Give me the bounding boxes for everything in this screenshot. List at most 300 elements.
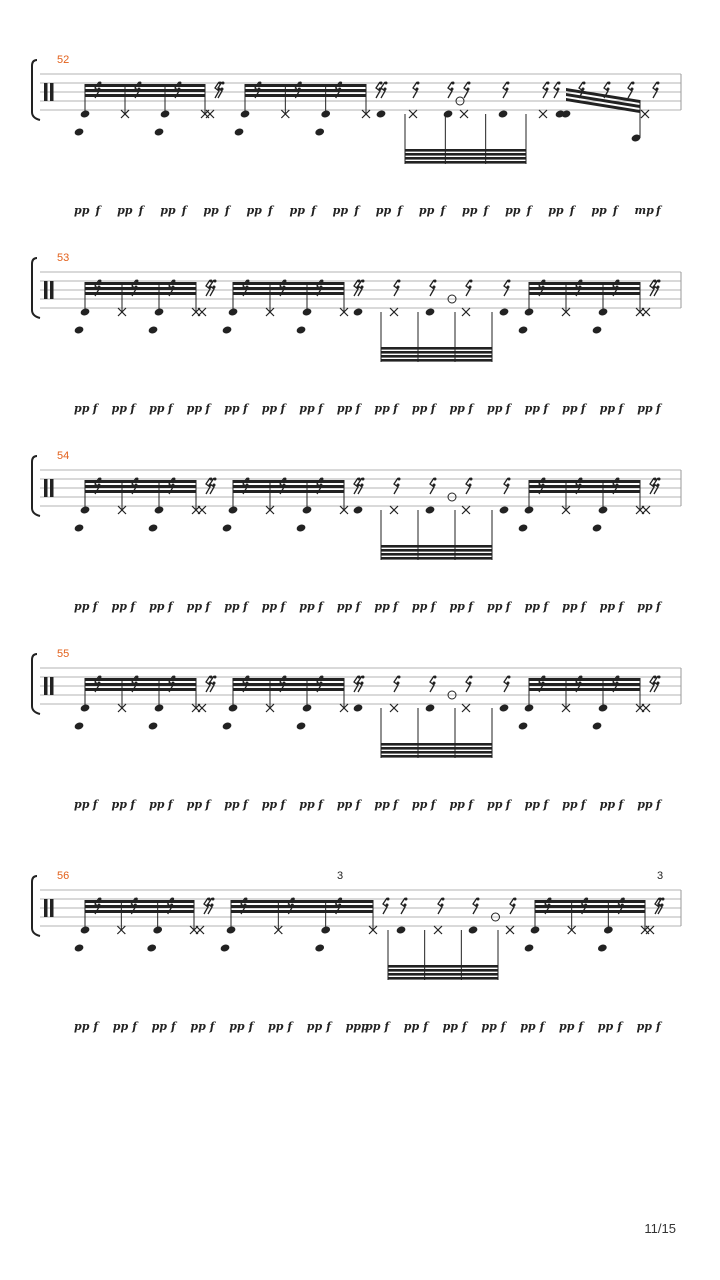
notehead — [80, 109, 91, 118]
dynamic-marking: f — [656, 402, 661, 415]
dynamic-marking: f — [580, 798, 586, 811]
beam — [381, 743, 492, 746]
dynamics-row — [0, 798, 720, 818]
rest-dot — [579, 286, 582, 289]
dynamic-marking: pp — [418, 204, 435, 217]
notehead — [74, 127, 85, 136]
rest-dot — [246, 484, 249, 487]
rest-dot — [172, 484, 175, 487]
system — [0, 252, 720, 432]
beam — [231, 910, 373, 913]
rest-dot — [579, 484, 582, 487]
rest-dot — [508, 676, 511, 679]
dynamic-marking: f — [384, 1020, 390, 1033]
rest-dot — [477, 898, 480, 901]
beam — [405, 149, 526, 152]
rest-dot — [434, 478, 437, 481]
rest-dot — [246, 682, 249, 685]
system-bracket — [32, 876, 40, 936]
beam — [381, 545, 492, 548]
dynamics-row — [0, 1020, 720, 1040]
rest-dot — [508, 478, 511, 481]
rest-dot — [299, 82, 302, 85]
dynamic-marking: pp — [74, 402, 90, 415]
notehead — [425, 307, 436, 316]
dynamic-marking: f — [224, 204, 230, 217]
percussion-clef — [50, 479, 54, 497]
beam — [233, 287, 344, 290]
beam — [381, 755, 492, 758]
notehead — [222, 721, 233, 730]
staff — [0, 252, 720, 382]
rest-dot — [662, 898, 665, 901]
dynamic-marking: f — [468, 600, 473, 613]
percussion-clef — [44, 899, 48, 917]
beam — [529, 480, 640, 483]
dynamic-marking: pp — [524, 798, 540, 811]
rest-dot — [172, 682, 175, 685]
rest-dot — [506, 88, 509, 91]
rest-dot — [658, 478, 661, 481]
rest-dot — [452, 82, 455, 85]
rest-dot — [616, 682, 619, 685]
rest-dot — [98, 88, 101, 91]
beam — [85, 905, 194, 908]
beam — [85, 480, 196, 483]
dynamic-marking: f — [618, 798, 624, 811]
dynamic-marking: f — [656, 798, 661, 811]
beam — [388, 969, 498, 972]
notehead — [234, 127, 245, 136]
rest-dot — [245, 898, 248, 901]
dynamic-marking: pp — [462, 204, 478, 217]
dynamic-marking: f — [505, 798, 511, 811]
dynamic-marking: f — [505, 402, 511, 415]
dynamic-marking: pp — [505, 204, 521, 217]
dynamic-marking: f — [393, 402, 398, 415]
beam — [231, 900, 373, 903]
notehead — [353, 505, 364, 514]
notehead — [154, 505, 165, 514]
dynamic-marking: pp — [268, 1020, 284, 1033]
dynamic-marking: pp — [336, 600, 353, 613]
notehead — [148, 523, 159, 532]
dynamic-marking: f — [483, 204, 489, 217]
dynamic-marking: f — [167, 600, 173, 613]
beam — [85, 282, 196, 285]
rest-dot — [616, 484, 619, 487]
dynamic-marking: f — [311, 204, 316, 217]
notehead — [468, 925, 479, 934]
dynamic-marking: pp — [336, 402, 353, 415]
notehead — [498, 109, 509, 118]
beam — [233, 282, 344, 285]
dynamic-marking: pp — [365, 1020, 381, 1033]
dynamic-marking: pp — [229, 1020, 245, 1033]
beam — [535, 900, 645, 903]
notehead — [598, 307, 609, 316]
beam — [381, 347, 492, 350]
rest-dot — [657, 286, 660, 289]
rest-dot — [469, 484, 472, 487]
rest-dot — [362, 676, 365, 679]
beam — [233, 485, 344, 488]
rest-dot — [213, 286, 216, 289]
rest-dot — [558, 82, 561, 85]
notehead — [598, 505, 609, 514]
dynamic-marking: f — [167, 798, 173, 811]
rest-dot — [361, 286, 364, 289]
dynamic-marking: f — [280, 402, 286, 415]
notehead — [302, 505, 313, 514]
rest-dot — [362, 478, 365, 481]
dynamic-marking: ppp — [345, 1020, 369, 1033]
system-bracket — [32, 456, 40, 516]
dynamic-marking: pp — [374, 600, 390, 613]
dynamic-marking: f — [393, 798, 398, 811]
dynamic-marking: pp — [261, 798, 278, 811]
rest-dot — [658, 676, 661, 679]
beam — [529, 485, 640, 488]
dynamic-marking: pp — [520, 1020, 536, 1033]
dynamic-marking: pp — [524, 600, 540, 613]
dynamic-marking: pp — [151, 1020, 167, 1033]
rest-dot — [298, 88, 301, 91]
beam — [245, 89, 366, 92]
dynamics-row — [0, 204, 720, 224]
dynamic-marking: f — [618, 402, 624, 415]
rest-dot — [138, 88, 141, 91]
rest-dot — [213, 682, 216, 685]
dynamic-marking: pp — [562, 798, 578, 811]
dynamic-marking: f — [95, 204, 101, 217]
staff — [0, 870, 720, 1000]
rest-dot — [99, 676, 102, 679]
dynamic-marking: pp — [203, 204, 219, 217]
dynamic-marking: f — [248, 1020, 254, 1033]
notehead — [154, 307, 165, 316]
notehead — [518, 523, 529, 532]
beam — [388, 973, 498, 976]
dynamic-marking: f — [280, 600, 286, 613]
beam — [529, 678, 640, 681]
rest-dot — [387, 898, 390, 901]
dynamic-marking: pp — [74, 1020, 90, 1033]
dynamic-marking: pp — [374, 798, 390, 811]
dynamic-marking: f — [93, 1020, 99, 1033]
rest-dot — [507, 682, 510, 685]
rest-dot — [616, 286, 619, 289]
rest-dot — [661, 904, 664, 907]
dynamic-marking: pp — [261, 600, 278, 613]
rest-dot — [258, 88, 261, 91]
dynamic-marking: pp — [374, 402, 390, 415]
beam — [233, 678, 344, 681]
dynamic-marking: f — [280, 798, 286, 811]
rest-dot — [173, 676, 176, 679]
beam — [381, 751, 492, 754]
dynamic-marking: pp — [637, 402, 653, 415]
rest-dot — [179, 82, 182, 85]
rest-dot — [292, 898, 295, 901]
notehead — [80, 925, 91, 934]
dynamic-marking: f — [242, 402, 248, 415]
system-bracket — [32, 60, 40, 120]
rest-dot — [548, 904, 551, 907]
beam — [233, 490, 344, 493]
rest-dot — [247, 676, 250, 679]
beam — [233, 292, 344, 295]
dynamic-marking: f — [318, 600, 323, 613]
rest-dot — [134, 904, 137, 907]
rest-dot — [283, 484, 286, 487]
system — [0, 870, 720, 1050]
dynamic-marking: f — [543, 402, 549, 415]
rest-dot — [339, 82, 342, 85]
rest-dot — [584, 904, 587, 907]
dynamic-marking: f — [205, 600, 211, 613]
notehead — [146, 943, 157, 952]
system-bracket — [32, 258, 40, 318]
rest-dot — [320, 286, 323, 289]
notehead — [74, 325, 85, 334]
rest-dot — [617, 478, 620, 481]
notehead — [302, 703, 313, 712]
rest-dot — [507, 286, 510, 289]
dynamic-marking: f — [430, 402, 436, 415]
notehead — [240, 109, 251, 118]
rest-dot — [247, 280, 250, 283]
notehead — [524, 943, 535, 952]
notehead — [74, 721, 85, 730]
rest-dot — [99, 898, 102, 901]
dynamic-marking: pp — [411, 600, 428, 613]
rest-dot — [476, 904, 479, 907]
dynamic-marking: pp — [299, 798, 315, 811]
staff — [0, 450, 720, 580]
dynamic-marking: f — [205, 402, 211, 415]
dynamic-marking: pp — [449, 402, 465, 415]
notehead — [603, 925, 614, 934]
dynamic-marking: pp — [111, 402, 127, 415]
dynamic-marking: pp — [591, 204, 607, 217]
dynamic-marking: f — [205, 798, 211, 811]
system — [0, 450, 720, 630]
beam — [85, 490, 196, 493]
notehead — [80, 307, 91, 316]
system — [0, 54, 720, 234]
measure-number: 54 — [57, 450, 70, 462]
dynamic-marking: pp — [112, 1020, 129, 1033]
dynamic-marking: f — [580, 600, 586, 613]
rest-dot — [632, 82, 635, 85]
rest-dot — [211, 904, 214, 907]
rest-dot — [470, 478, 473, 481]
measure-number: 53 — [57, 252, 70, 264]
notehead — [222, 325, 233, 334]
notehead — [154, 127, 165, 136]
rest-dot — [99, 82, 102, 85]
dynamic-marking: pp — [562, 402, 578, 415]
dynamic-marking: f — [468, 402, 473, 415]
rest-dot — [580, 280, 583, 283]
notehead — [296, 523, 307, 532]
dynamic-marking: f — [130, 600, 136, 613]
notehead — [228, 505, 239, 514]
notehead — [320, 925, 331, 934]
dynamic-marking: pp — [261, 402, 278, 415]
rest-dot — [433, 682, 436, 685]
percussion-clef — [44, 479, 48, 497]
dynamic-marking: pp — [289, 204, 305, 217]
rest-dot — [433, 484, 436, 487]
dynamic-marking: f — [440, 204, 446, 217]
rest-dot — [469, 682, 472, 685]
rest-dot — [579, 682, 582, 685]
dynamic-marking: f — [92, 402, 98, 415]
dynamic-marking: f — [430, 798, 436, 811]
rest-dot — [338, 904, 341, 907]
dynamic-marking: f — [397, 204, 403, 217]
dynamic-marking: pp — [403, 1020, 420, 1033]
beam — [405, 157, 526, 160]
dynamic-marking: pp — [481, 1020, 497, 1033]
beam — [85, 84, 205, 87]
beam — [529, 490, 640, 493]
rest-dot — [320, 484, 323, 487]
staff — [0, 54, 720, 184]
notehead — [320, 109, 331, 118]
beam — [405, 161, 526, 164]
rest-dot — [622, 898, 625, 901]
dynamic-marking: f — [355, 600, 361, 613]
dynamic-marking: pp — [190, 1020, 206, 1033]
rest-dot — [338, 88, 341, 91]
rest-dot — [214, 676, 217, 679]
notehead — [160, 109, 171, 118]
rest-dot — [136, 676, 139, 679]
rest-dot — [542, 286, 545, 289]
notehead — [524, 505, 535, 514]
dynamic-marking: f — [242, 798, 248, 811]
beam — [233, 480, 344, 483]
staff — [0, 648, 720, 778]
rest-dot — [135, 682, 138, 685]
beam — [381, 557, 492, 560]
rest-dot — [547, 82, 550, 85]
rest-dot — [543, 676, 546, 679]
rest-dot — [170, 904, 173, 907]
beam — [85, 485, 196, 488]
rest-dot — [468, 82, 471, 85]
dynamic-marking: pp — [306, 1020, 323, 1033]
dynamic-marking: f — [617, 1020, 622, 1033]
dynamic-marking: f — [355, 402, 361, 415]
rest-dot — [247, 478, 250, 481]
rest-dot — [380, 82, 383, 85]
rest-dot — [98, 286, 101, 289]
notehead — [302, 307, 313, 316]
dynamic-marking: pp — [246, 204, 262, 217]
dynamic-marking: f — [354, 204, 359, 217]
dynamic-marking: pp — [449, 600, 465, 613]
rest-dot — [213, 484, 216, 487]
rest-dot — [657, 484, 660, 487]
dynamic-marking: f — [618, 600, 624, 613]
rest-dot — [658, 280, 661, 283]
dynamic-marking: f — [393, 600, 398, 613]
page-number: 11/15 — [644, 1221, 676, 1236]
rest-dot — [470, 676, 473, 679]
rest-dot — [467, 88, 470, 91]
dynamic-marking: f — [580, 402, 586, 415]
rest-dot — [136, 280, 139, 283]
rest-dot — [434, 280, 437, 283]
rest-dot — [657, 682, 660, 685]
percussion-clef — [44, 281, 48, 299]
rest-dot — [320, 682, 323, 685]
rest-dot — [557, 88, 560, 91]
dynamic-marking: f — [132, 1020, 137, 1033]
dynamic-marking: pp — [637, 600, 653, 613]
rest-dot — [98, 682, 101, 685]
rest-dot — [507, 82, 510, 85]
rest-dot — [361, 682, 364, 685]
notehead — [296, 721, 307, 730]
notehead — [396, 925, 407, 934]
dynamic-marking: f — [318, 402, 323, 415]
notehead — [80, 505, 91, 514]
rest-dot — [385, 82, 388, 85]
rest-dot — [507, 484, 510, 487]
percussion-clef — [50, 83, 54, 101]
notehead — [220, 943, 231, 952]
dynamic-marking: pp — [562, 600, 578, 613]
rest-dot — [135, 484, 138, 487]
rest-dot — [441, 904, 444, 907]
notehead — [148, 721, 159, 730]
rest-dot — [397, 286, 400, 289]
notehead — [314, 127, 325, 136]
dynamic-marking: pp — [299, 600, 315, 613]
notehead — [154, 703, 165, 712]
dynamic-marking: f — [92, 798, 98, 811]
rest-dot — [416, 88, 419, 91]
dynamic-marking: f — [138, 204, 144, 217]
notehead — [425, 505, 436, 514]
rest-dot — [291, 904, 294, 907]
dynamic-marking: pp — [559, 1020, 575, 1033]
beam — [529, 292, 640, 295]
rest-dot — [543, 280, 546, 283]
dynamic-marking: f — [318, 798, 323, 811]
notehead — [518, 325, 529, 334]
rest-dot — [244, 904, 247, 907]
dynamic-marking: f — [171, 1020, 176, 1033]
dynamic-marking: pp — [599, 402, 616, 415]
dynamic-marking: pp — [224, 600, 240, 613]
dynamic-marking: pp — [149, 798, 165, 811]
dynamic-marking: f — [355, 798, 361, 811]
rest-dot — [657, 82, 660, 85]
rest-dot — [178, 88, 181, 91]
rest-dot — [631, 88, 634, 91]
rest-dot — [542, 484, 545, 487]
dynamic-marking: f — [130, 798, 136, 811]
rest-dot — [139, 82, 142, 85]
dynamics-row — [0, 600, 720, 620]
beam — [85, 683, 196, 686]
